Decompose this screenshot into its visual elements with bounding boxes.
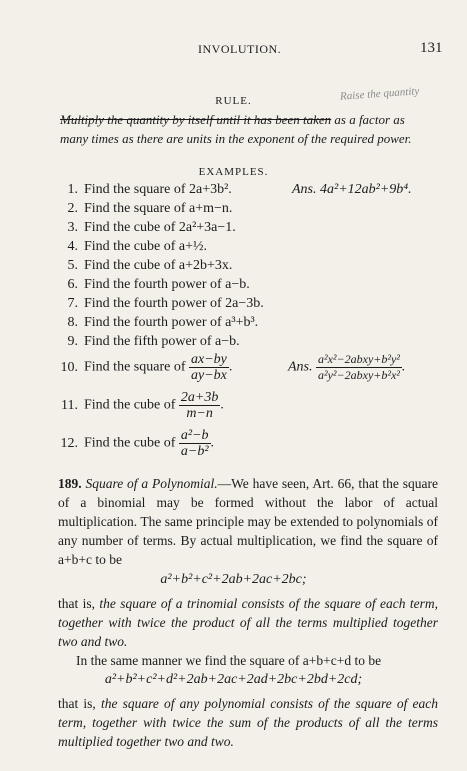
section-189-intro	[58, 474, 438, 569]
example-5	[58, 258, 232, 274]
section-number: 189.	[58, 476, 82, 491]
example-text: Find the square of	[84, 359, 186, 375]
pencil-annotation: Raise the quantity	[339, 85, 420, 103]
example-10: 10. Find the square of $\frac{ax-by}{ay-bx}$ .	[58, 352, 232, 383]
example-6	[58, 277, 250, 293]
example-text: Find the square of a+m−n.	[84, 201, 233, 216]
answer-label: Ans.	[288, 359, 313, 375]
section-189-paragraph-3: In the same manner we find the square of a+b+c+d to be	[76, 653, 382, 668]
example-number: 8.	[67, 315, 78, 330]
example-text: Find the fourth power of a³+b³.	[84, 315, 259, 330]
example-1-answer: Ans. 4a²+12ab²+9b⁴.	[292, 182, 412, 197]
example-text: Find the cube of a+½.	[84, 239, 207, 254]
example-text: Find the fifth power of a−b.	[84, 334, 240, 349]
paragraph-italic: the square of any polynomial consists of the square of each term, together with twice the sum of the products of all the terms multiplied together two and two.	[58, 696, 438, 749]
section-heading: Square of a Polynomial.	[85, 476, 218, 491]
paragraph-lead: that is,	[58, 696, 101, 711]
example-text: Find the cube of 2a²+3a−1.	[84, 220, 236, 235]
fraction	[189, 352, 229, 383]
example-text: Find the cube of a+2b+3x.	[84, 258, 233, 273]
example-4	[58, 239, 207, 255]
section-189-conclusion-2	[58, 694, 438, 751]
paragraph-lead: that is,	[58, 596, 100, 611]
numerator: 2a+3b	[180, 390, 219, 405]
example-8	[58, 315, 258, 331]
example-text: Find the fourth power of 2a−3b.	[84, 296, 264, 311]
running-title: INVOLUTION.	[198, 42, 282, 56]
example-number: 11.	[61, 397, 78, 413]
example-2	[58, 201, 232, 217]
example-number: 2.	[67, 201, 78, 216]
numerator: ax−by	[190, 352, 227, 367]
example-9	[58, 334, 240, 350]
page-number: 131	[420, 40, 443, 56]
example-number: 3.	[67, 220, 78, 235]
example-number: 4.	[67, 239, 78, 254]
fraction	[179, 428, 211, 459]
numerator: a²x²−2abxy+b²y²	[318, 352, 400, 366]
example-10-answer: Ans. $\frac{\text{a²x²−2abxy+b²y²}}{\text{a²y²−2abxy+b²x²}}$ .	[288, 352, 406, 382]
fraction	[179, 390, 220, 421]
section-189-conclusion-1	[58, 594, 438, 651]
denominator: ay−bx	[190, 368, 227, 383]
numerator: a²−b	[180, 428, 209, 443]
example-number: 7.	[67, 296, 78, 311]
denominator: m−n	[186, 406, 213, 421]
equation-trinomial: a²+b²+c²+2ab+2ac+2bc;	[160, 572, 307, 587]
example-7	[58, 296, 264, 312]
example-number: 10.	[60, 359, 78, 375]
examples-heading: EXAMPLES.	[198, 166, 269, 178]
example-1	[58, 182, 232, 198]
example-text: Find the square of 2a+3b².	[84, 182, 232, 197]
example-number: 1.	[67, 182, 78, 197]
example-number: 9.	[67, 334, 78, 349]
example-11: 11. Find the cube of $\frac{2a+3b}{m-n}$ .	[58, 390, 224, 421]
section-paragraph: —We have seen, Art. 66, that the square of a binomial may be formed without the labor of actual multiplication. The same principle may be extended to polynomials of any number of terms. By actual multiplication, we find the square of a+b+c to be	[58, 476, 438, 567]
denominator: a−b²	[180, 444, 209, 459]
example-text: Find the fourth power of a−b.	[84, 277, 250, 292]
example-number: 12.	[60, 435, 78, 451]
example-12: 12. Find the cube of $\frac{\text{a²−b}}{\text{a−b²}}$ .	[58, 428, 214, 459]
equation-polynomial: a²+b²+c²+d²+2ab+2ac+2ad+2bc+2bd+2cd;	[104, 672, 363, 687]
page-header	[0, 42, 467, 62]
example-text: Find the cube of	[84, 435, 176, 451]
answer-fraction	[316, 352, 402, 383]
example-number: 6.	[67, 277, 78, 292]
rule-text-rest: as a factor as many times as there are units in the exponent of the required power.	[60, 112, 412, 146]
example-number: 5.	[67, 258, 78, 273]
example-text: Find the cube of	[84, 397, 176, 413]
example-3	[58, 220, 236, 236]
paragraph-italic: the square of a trinomial consists of the square of each term, together with twice the product of all the terms multiplied together two and two.	[58, 596, 438, 649]
rule-text	[60, 110, 432, 148]
rule-heading: RULE.	[215, 95, 252, 107]
denominator: a²y²−2abxy+b²x²	[318, 368, 400, 382]
struck-text: Multiply the quantity by itself until it has been taken	[60, 112, 332, 127]
